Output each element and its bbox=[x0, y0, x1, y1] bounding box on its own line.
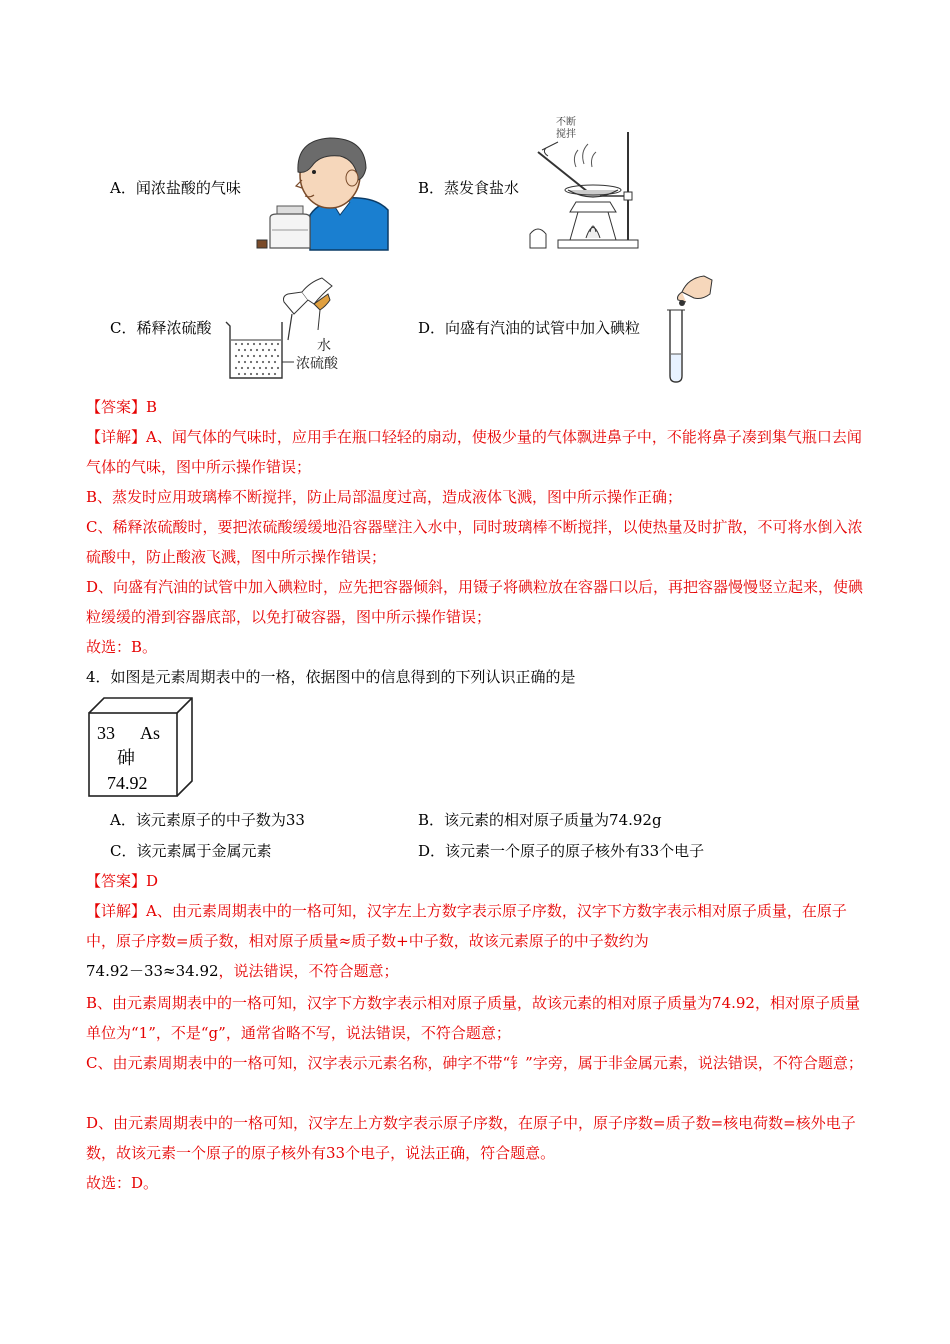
q4-option-d: D．该元素一个原子的原子核外有33个电子 bbox=[418, 842, 705, 860]
q4-explanation-b: B、由元素周期表中的一格可知，汉字下方数字表示相对原子质量，故该元素的相对原子质量为74.92，相对原子质量单位为“1”，不是“g”，通常省略不写，说法错误，不符合题意； bbox=[86, 994, 860, 1042]
option-c: C．稀释浓硫酸 bbox=[110, 319, 212, 337]
atomic-mass: 74.92 bbox=[107, 773, 148, 793]
q4-option-a: A．该元素原子的中子数为33 bbox=[110, 811, 305, 829]
q4-option-c: C．该元素属于金属元素 bbox=[110, 842, 272, 860]
water-label: 水 bbox=[317, 338, 331, 354]
q4-explanation-d: D、由元素周期表中的一格可知，汉字左上方数字表示原子序数，在原子中，原子序数=质子数=核电荷数=核外电子数，故该元素一个原子的原子核外有33个电子，说法正确，符合题意。 bbox=[86, 1114, 856, 1162]
q4-formula-line bbox=[86, 956, 399, 986]
q4-question: 4．如图是元素周期表中的一格，依据图中的信息得到的下列认识正确的是 bbox=[86, 668, 576, 686]
element-symbol: As bbox=[140, 723, 161, 743]
q4-explanation-a-tail: ，说法错误，不符合题意； bbox=[218, 962, 399, 980]
evaporation-figure bbox=[528, 112, 648, 257]
stir-label-2: 搅拌 bbox=[556, 129, 576, 140]
q3-answer: 【答案】B bbox=[86, 398, 158, 416]
q3-conclusion: 故选：B。 bbox=[86, 638, 158, 656]
stir-label-1: 不断 bbox=[556, 117, 576, 128]
neutron-formula: 74.92－33≈34.92 bbox=[86, 962, 219, 980]
option-d: D．向盛有汽油的试管中加入碘粒 bbox=[418, 319, 641, 337]
atomic-number: 33 bbox=[97, 723, 115, 743]
q4-option-b: B．该元素的相对原子质量为74.92g bbox=[418, 811, 662, 829]
q4-explanation-a: 【详解】A、由元素周期表中的一格可知，汉字左上方数字表示原子序数，汉字下方数字表示相对原子质量，在原子中，原子序数=质子数，相对原子质量≈质子数+中子数，故该元素原子的中子数约为 bbox=[86, 902, 847, 950]
acid-label: 浓硫酸 bbox=[296, 356, 338, 372]
test-tube-figure bbox=[660, 270, 720, 385]
q3-explanation-b: B、蒸发时应用玻璃棒不断搅拌，防止局部温度过高，造成液体飞溅，图中所示操作正确； bbox=[86, 488, 683, 506]
smelling-figure bbox=[250, 130, 390, 255]
q3-explanation-d: D、向盛有汽油的试管中加入碘粒时，应先把容器倾斜，用镊子将碘粒放在容器口以后，再把容器慢慢竖立起来，使碘粒缓缓的滑到容器底部，以免打破容器，图中所示操作错误； bbox=[86, 578, 864, 626]
dilution-figure bbox=[222, 274, 357, 384]
q3-explanation-c: C、稀释浓硫酸时，要把浓硫酸缓缓地沿容器壁注入水中，同时玻璃棒不断搅拌，以使热量及时扩散，不可将水倒入浓硫酸中，防止酸液飞溅，图中所示操作错误； bbox=[86, 518, 863, 566]
q4-answer: 【答案】D bbox=[86, 872, 159, 890]
option-a: A．闻浓盐酸的气味 bbox=[110, 179, 241, 197]
q4-explanation-c: C、由元素周期表中的一格可知，汉字表示元素名称，砷字不带“钅”字旁，属于非金属元素，说法错误，不符合题意； bbox=[86, 1054, 863, 1072]
element-name: 砷 bbox=[117, 748, 135, 768]
element-cell bbox=[88, 697, 193, 797]
option-b: B．蒸发食盐水 bbox=[418, 179, 520, 197]
q3-explanation-a: 【详解】A、闻气体的气味时，应用手在瓶口轻轻的扇动，使极少量的气体飘进鼻子中，不能将鼻子凑到集气瓶口去闻气体的气味，图中所示操作错误； bbox=[86, 428, 862, 476]
q4-conclusion: 故选：D。 bbox=[86, 1174, 159, 1192]
